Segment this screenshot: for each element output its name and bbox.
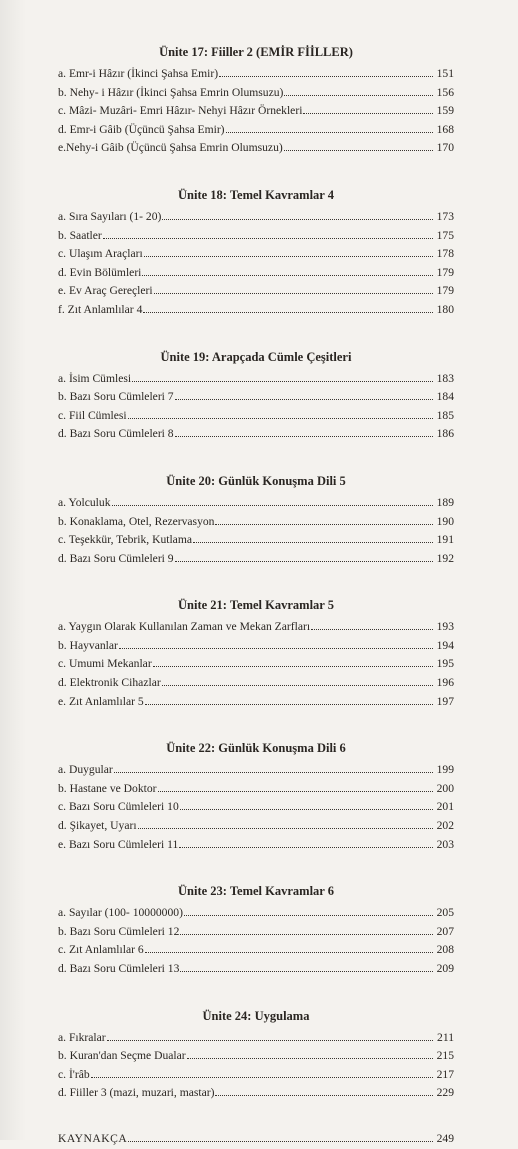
entry-page-number: 208 — [436, 943, 454, 957]
entry-page-number: 195 — [436, 657, 454, 671]
toc-entry[interactable] — [58, 655, 454, 674]
dot-leader — [219, 67, 433, 77]
unit-title: Ünite 17: Fiiller 2 (EMİR FİİLLER) — [159, 45, 353, 59]
dot-leader — [158, 782, 433, 792]
entry-label: a. İsim Cümlesi — [58, 371, 132, 385]
dot-leader — [128, 1132, 433, 1142]
entry-label: c. Mâzi- Muzâri- Emri Hâzır- Nehyi Hâzır Örnekleri — [58, 104, 303, 118]
entry-page-number: 217 — [436, 1067, 454, 1081]
unit-title: Ünite 24: Uygulama — [202, 1008, 310, 1023]
dot-leader — [180, 925, 433, 935]
entry-page-number: 189 — [436, 495, 454, 509]
entry-page-number: 179 — [436, 284, 454, 298]
entry-page-number: 194 — [436, 638, 454, 652]
entry-label: c. Ulaşım Araçları — [58, 247, 143, 261]
references-page-number: 249 — [436, 1131, 454, 1145]
toc-entry[interactable] — [58, 407, 454, 426]
dot-leader — [143, 303, 433, 313]
entry-label: e.Nehy-i Gâib (Üçüncü Şahsa Emrin Olumsuzu) — [58, 141, 283, 155]
entry-page-number: 186 — [436, 427, 454, 441]
unit-title: Ünite 19: Arapçada Cümle Çeşitleri — [160, 349, 352, 364]
toc-entry[interactable] — [58, 121, 454, 140]
entry-label: b. Konaklama, Otel, Rezervasyon — [58, 514, 215, 528]
entry-page-number: 190 — [436, 514, 454, 528]
entry-label: b. Bazı Soru Cümleleri 7 — [58, 390, 174, 404]
entry-label: e. Zıt Anlamlılar 5 — [58, 694, 144, 708]
unit-section — [58, 471, 454, 568]
toc-entry[interactable] — [58, 960, 454, 979]
dot-leader — [215, 515, 433, 525]
unit-section — [58, 185, 454, 320]
toc-entry[interactable] — [58, 674, 454, 693]
toc-entry[interactable] — [58, 1084, 454, 1103]
unit-title: Ünite 22: Günlük Konuşma Dili 6 — [166, 741, 346, 756]
entry-page-number: 207 — [436, 924, 454, 938]
dot-leader — [112, 496, 434, 506]
toc-entry[interactable] — [58, 531, 454, 550]
unit-section — [58, 42, 454, 158]
dot-leader — [180, 800, 433, 810]
dot-leader — [144, 247, 433, 257]
unit-title: Ünite 18: Temel Kavramlar 4 — [178, 187, 334, 202]
entry-label: a. Fıkralar — [58, 1030, 106, 1044]
dot-leader — [91, 1068, 433, 1078]
entry-page-number: 192 — [436, 551, 454, 565]
entry-label: a. Sayılar (100- 10000000) — [58, 906, 183, 920]
entry-label: e. Bazı Soru Cümleleri 11 — [58, 837, 179, 851]
toc-entry[interactable] — [58, 84, 454, 103]
entry-page-number: 156 — [436, 85, 454, 99]
entry-label: c. İ'râb — [58, 1067, 90, 1081]
toc-entry[interactable] — [58, 904, 454, 923]
entry-label: d. Bazı Soru Cümleleri 9 — [58, 551, 174, 565]
entry-page-number: 211 — [437, 1030, 454, 1044]
toc-entry[interactable] — [58, 425, 454, 444]
dot-leader — [119, 639, 433, 649]
entry-label: d. Elektronik Cihazlar — [58, 676, 161, 690]
entry-page-number: 229 — [436, 1086, 454, 1100]
entry-page-number: 179 — [436, 265, 454, 279]
toc-entry[interactable] — [58, 1029, 454, 1048]
entry-label: f. Zıt Anlamlılar 4 — [58, 302, 143, 316]
dot-leader — [184, 906, 433, 916]
entry-label: a. Duygular — [58, 763, 113, 777]
toc-entry[interactable] — [58, 139, 454, 158]
dot-leader — [153, 657, 433, 667]
toc-entry[interactable] — [58, 370, 454, 389]
entry-label: d. Fiiller 3 (mazi, muzari, mastar) — [58, 1086, 215, 1100]
entry-label: b. Nehy- i Hâzır (İkinci Şahsa Emrin Olumsuzu) — [58, 85, 284, 99]
unit-section — [58, 1006, 454, 1103]
toc-entry[interactable] — [58, 798, 454, 817]
dot-leader — [175, 427, 433, 437]
unit-section — [58, 738, 454, 854]
toc-entry[interactable] — [58, 941, 454, 960]
toc-entry[interactable] — [58, 693, 454, 712]
toc-entry[interactable] — [58, 513, 454, 532]
entry-page-number: 209 — [436, 962, 454, 975]
toc-entry[interactable] — [58, 301, 454, 320]
entry-label: a. Sıra Sayıları (1- 20) — [58, 209, 162, 223]
entry-page-number: 184 — [436, 390, 454, 404]
entry-page-number: 203 — [436, 837, 454, 851]
entry-label: d. Şikayet, Uyarı — [58, 819, 137, 833]
toc-entry[interactable] — [58, 780, 454, 799]
unit-title: Ünite 21: Temel Kavramlar 5 — [178, 598, 334, 613]
dot-leader — [138, 819, 433, 829]
entry-page-number: 175 — [436, 228, 454, 242]
references-label: KAYNAKÇA — [58, 1131, 128, 1145]
toc-entry[interactable] — [58, 817, 454, 836]
entry-page-number: 168 — [436, 122, 454, 136]
entry-page-number: 151 — [436, 67, 454, 80]
toc-entry[interactable] — [58, 550, 454, 569]
dot-leader — [145, 943, 433, 953]
entry-page-number: 170 — [436, 141, 454, 155]
entry-label: b. Bazı Soru Cümleleri 12 — [58, 924, 180, 938]
unit-section — [58, 881, 454, 978]
dot-leader — [180, 962, 433, 972]
entry-label: a. Yaygın Olarak Kullanılan Zaman ve Mekan Zarfları — [58, 620, 311, 634]
toc-entry[interactable] — [58, 1066, 454, 1085]
references-entry[interactable] — [58, 1130, 454, 1149]
unit-title: Ünite 23: Temel Kavramlar 6 — [178, 884, 334, 899]
toc-entry[interactable] — [58, 618, 454, 637]
toc-entry[interactable] — [58, 245, 454, 264]
entry-label: b. Hayvanlar — [58, 638, 118, 652]
entry-label: b. Kuran'dan Seçme Dualar — [58, 1049, 186, 1063]
toc-entry[interactable] — [58, 282, 454, 301]
entry-page-number: 159 — [436, 104, 454, 118]
entry-label: d. Bazı Soru Cümleleri 13 — [58, 962, 180, 975]
entry-page-number: 202 — [436, 819, 454, 833]
entry-label: b. Hastane ve Doktor — [58, 781, 157, 795]
entry-page-number: 205 — [436, 906, 454, 920]
entry-page-number: 215 — [436, 1049, 454, 1063]
entry-label: c. Fiil Cümlesi — [58, 408, 127, 422]
dot-leader — [114, 763, 433, 773]
entry-page-number: 201 — [436, 800, 454, 814]
dot-leader — [142, 266, 433, 276]
dot-leader — [187, 1049, 433, 1059]
toc-entry[interactable] — [58, 637, 454, 656]
toc-entry[interactable] — [58, 494, 454, 513]
entry-page-number: 200 — [436, 781, 454, 795]
entry-label: b. Saatler — [58, 228, 102, 242]
dot-leader — [162, 210, 433, 220]
dot-leader — [284, 86, 433, 96]
entry-page-number: 180 — [436, 302, 454, 316]
unit-title: Ünite 20: Günlük Konuşma Dili 5 — [166, 473, 346, 488]
entry-page-number: 185 — [436, 408, 454, 422]
dot-leader — [303, 104, 433, 114]
entry-page-number: 199 — [436, 763, 454, 777]
dot-leader — [154, 284, 433, 294]
entry-label: a. Emr-i Hâzır (İkinci Şahsa Emir) — [58, 67, 219, 80]
toc-entry[interactable] — [58, 1047, 454, 1066]
dot-leader — [107, 1031, 433, 1041]
dot-leader — [175, 552, 433, 562]
toc-entry[interactable] — [58, 208, 454, 227]
dot-leader — [175, 390, 433, 400]
dot-leader — [162, 676, 433, 686]
dot-leader — [103, 229, 433, 239]
entry-label: d. Emr-i Gâib (Üçüncü Şahsa Emir) — [58, 122, 225, 136]
entry-label: d. Evin Bölümleri — [58, 265, 142, 279]
entry-page-number: 173 — [436, 209, 454, 223]
toc-entry[interactable] — [58, 227, 454, 246]
entry-label: a. Yolculuk — [58, 495, 111, 509]
dot-leader — [128, 409, 433, 419]
toc-entry[interactable] — [58, 65, 454, 84]
unit-section — [58, 347, 454, 444]
dot-leader — [311, 620, 433, 630]
toc-entry[interactable] — [58, 264, 454, 283]
entry-label: d. Bazı Soru Cümleleri 8 — [58, 427, 174, 441]
entry-label: c. Bazı Soru Cümleleri 10 — [58, 800, 179, 814]
entry-label: c. Zıt Anlamlılar 6 — [58, 943, 144, 957]
toc-entry[interactable] — [58, 836, 454, 855]
entry-page-number: 178 — [436, 247, 454, 261]
dot-leader — [226, 123, 433, 133]
dot-leader — [132, 372, 433, 382]
toc-entry[interactable] — [58, 388, 454, 407]
entry-page-number: 193 — [436, 620, 454, 634]
dot-leader — [193, 533, 433, 543]
entry-page-number: 191 — [436, 533, 454, 547]
entry-label: c. Teşekkür, Tebrik, Kutlama — [58, 533, 192, 547]
dot-leader — [284, 141, 433, 151]
dot-leader — [145, 695, 433, 705]
toc-entry[interactable] — [58, 761, 454, 780]
entry-page-number: 183 — [436, 371, 454, 385]
toc-entry[interactable] — [58, 923, 454, 942]
toc-entry[interactable] — [58, 102, 454, 121]
dot-leader — [215, 1086, 433, 1096]
dot-leader — [179, 838, 433, 848]
unit-section — [58, 595, 454, 711]
entry-label: c. Umumi Mekanlar — [58, 657, 152, 671]
entry-page-number: 197 — [436, 694, 454, 708]
entry-page-number: 196 — [436, 676, 454, 690]
entry-label: e. Ev Araç Gereçleri — [58, 284, 153, 298]
